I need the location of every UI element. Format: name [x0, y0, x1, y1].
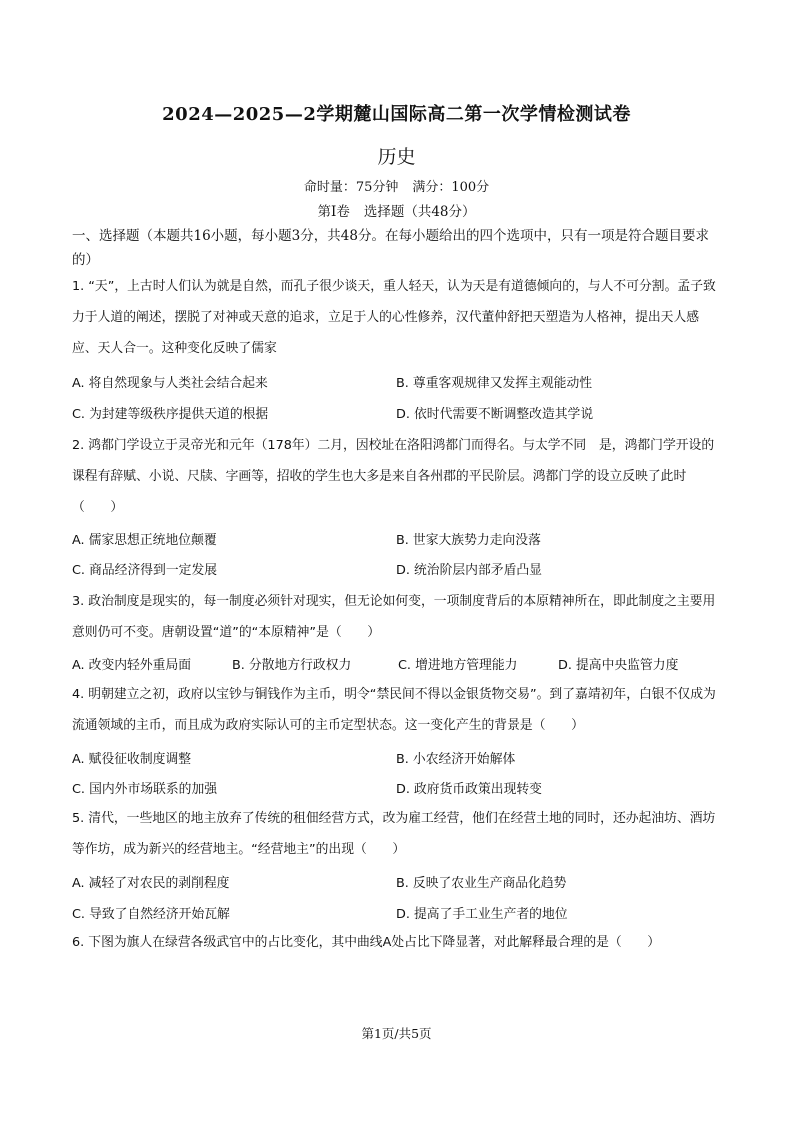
option-c: C. 导致了自然经济开始瓦解 — [72, 907, 230, 922]
option-d: D. 依时代需要不断调整改造其学说 — [396, 407, 594, 422]
section-instructions: 一、选择题（本题共16小题，每小题3分，共48分。在每小题给出的四个选项中，只有一项是符合题目要求的） — [72, 228, 709, 268]
option-b: B. 尊重客观规律又发挥主观能动性 — [396, 376, 593, 391]
option-b: B. 分散地方行政权力 — [232, 658, 352, 673]
question-1-stem: 1. “天”，上古时人们认为就是自然，而孔子很少谈天，重人轻天，认为天是有道德倾向的，与人不可分割。孟子致力于人道的阐述，摆脱了对神或天意的追求，立足于人的心性修养，汉代董仲舒把天塑造为人格神，提出天人感应、天人合一。这种变化反映了儒家 — [72, 279, 716, 356]
option-d: D. 政府货币政策出现转变 — [396, 782, 542, 797]
option-a: A. 改变内轻外重局面 — [72, 658, 192, 673]
option-a: A. 减轻了对农民的剥削程度 — [72, 876, 230, 891]
exam-score: 满分：100分 — [412, 180, 490, 195]
volume-name: 第I卷 — [317, 204, 350, 220]
volume-heading — [0, 200, 793, 220]
option-a: A. 赋役征收制度调整 — [72, 752, 192, 767]
volume-desc: 选择题（共48分） — [363, 204, 476, 220]
exam-title: 2024—2025—2学期麓山国际高二第一次学情检测试卷 — [162, 104, 631, 125]
option-b: B. 小农经济开始解体 — [396, 752, 516, 767]
question-5-stem: 5. 清代，一些地区的地主放弃了传统的租佃经营方式，改为雇工经营，他们在经营土地的同时，还办起油坊、酒坊等作坊，成为新兴的经营地主。“经营地主”的出现（ ） — [72, 811, 716, 857]
option-a: A. 儒家思想正统地位颠覆 — [72, 533, 217, 548]
question-2-stem: 2. 鸿都门学设立于灵帝光和元年（178年）二月，因校址在洛阳鸿都门而得名。与太学不同 是，鸿都门学开设的课程有辞赋、小说、尺牍、字画等，招收的学生也大多是来自各州郡的平民阶层。鸿都门学的设立反映了此时（ ） — [72, 438, 715, 515]
option-c: C. 国内外市场联系的加强 — [72, 782, 218, 797]
question-3-stem: 3. 政治制度是现实的，每一制度必须针对现实，但无论如何变，一项制度背后的本原精神所在，即此制度之主要用意则仍可不变。唐朝设置“道”的“本原精神”是（ ） — [72, 594, 716, 640]
option-a: A. 将自然现象与人类社会结合起来 — [72, 376, 268, 391]
exam-time: 命时量：75分钟 — [303, 180, 399, 195]
question-6-stem: 6. 下图为旗人在绿营各级武官中的占比变化，其中曲线A处占比下降显著，对此解释最合理的是（ ） — [72, 935, 661, 950]
subject-title: 历史 — [377, 146, 416, 168]
exam-meta — [0, 176, 793, 195]
page-footer: 第1页/共5页 — [361, 1026, 432, 1041]
option-c: C. 商品经济得到一定发展 — [72, 563, 218, 578]
option-c: C. 为封建等级秩序提供天道的根据 — [72, 407, 269, 422]
option-d: D. 统治阶层内部矛盾凸显 — [396, 563, 542, 578]
option-b: B. 反映了农业生产商品化趋势 — [396, 876, 567, 891]
option-b: B. 世家大族势力走向没落 — [396, 533, 541, 548]
option-d: D. 提高了手工业生产者的地位 — [396, 907, 568, 922]
question-4-stem: 4. 明朝建立之初，政府以宝钞与铜钱作为主币，明令“禁民间不得以金银货物交易”。到了嘉靖初年，白银不仅成为流通领域的主币，而且成为政府实际认可的主币定型状态。这一变化产生的背景是（ ） — [72, 687, 716, 733]
option-d: D. 提高中央监管力度 — [558, 658, 679, 673]
option-c: C. 增进地方管理能力 — [398, 658, 518, 673]
